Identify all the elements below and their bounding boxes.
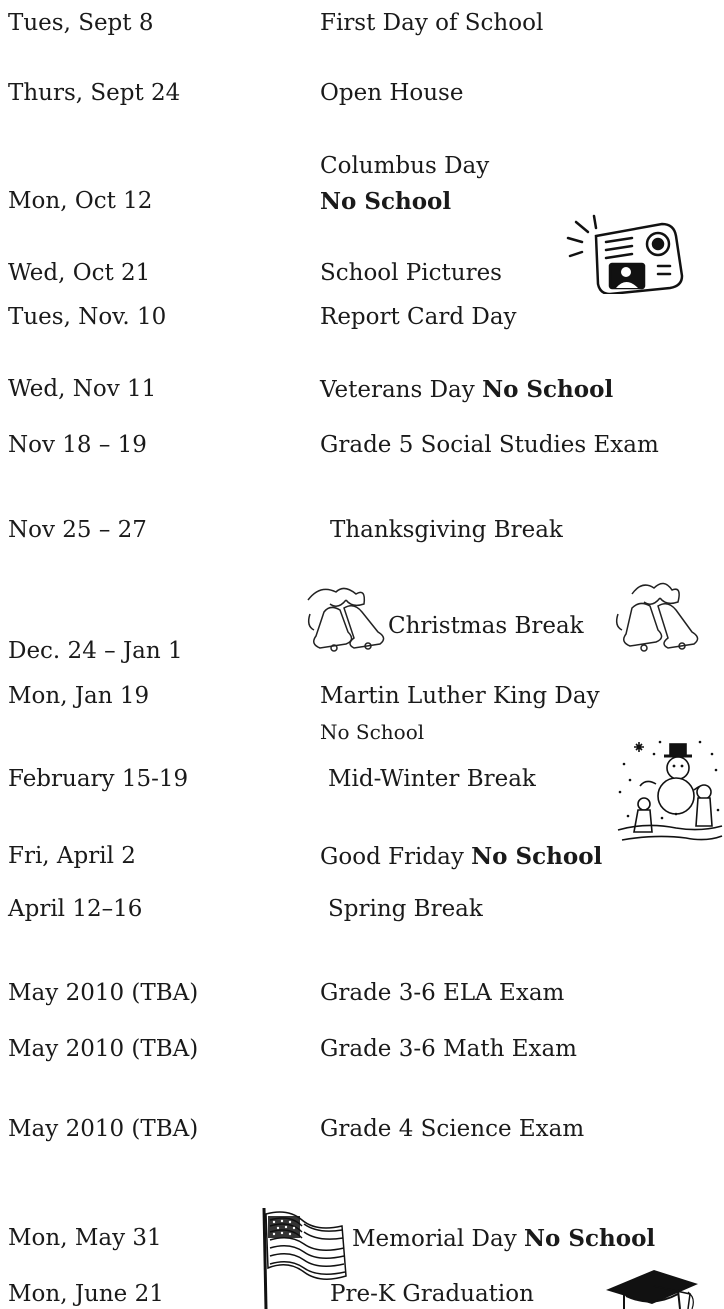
event-name: Martin Luther King Day (320, 683, 600, 709)
event-date: Nov 25 – 27 (8, 517, 147, 543)
event-date: Thurs, Sept 24 (8, 80, 181, 106)
american-flag-icon (258, 1206, 352, 1309)
event-date: Wed, Nov 11 (8, 376, 157, 402)
event-date: Mon, May 31 (8, 1225, 162, 1251)
event-date: April 12–16 (8, 896, 143, 922)
camera-icon (566, 214, 690, 294)
event-name: Memorial Day No School (352, 1225, 656, 1252)
graduation-cap-icon (604, 1266, 700, 1309)
event-name: Columbus Day (320, 153, 490, 179)
event-date: Fri, April 2 (8, 843, 136, 869)
event-date: Mon, Oct 12 (8, 188, 153, 214)
event-name: Veterans Day No School (320, 376, 614, 403)
event-date: Tues, Sept 8 (8, 10, 154, 36)
event-name: Spring Break (328, 896, 483, 922)
event-note: No School (320, 720, 425, 744)
event-date: Mon, June 21 (8, 1281, 164, 1307)
event-name: Grade 5 Social Studies Exam (320, 432, 659, 458)
bells-icon (612, 578, 702, 654)
snowman-icon (616, 734, 724, 844)
event-date: Mon, Jan 19 (8, 683, 150, 709)
event-date: Wed, Oct 21 (8, 260, 151, 286)
event-name: Mid-Winter Break (328, 766, 536, 792)
event-name: Grade 4 Science Exam (320, 1116, 585, 1142)
event-name: Good Friday No School (320, 843, 603, 870)
event-date: Nov 18 – 19 (8, 432, 147, 458)
event-name: School Pictures (320, 260, 502, 286)
event-name: First Day of School (320, 10, 544, 36)
bells-icon (300, 582, 392, 654)
event-name: Thanksgiving Break (330, 517, 563, 543)
event-name: Grade 3-6 ELA Exam (320, 980, 565, 1006)
event-note: No School (320, 188, 452, 215)
event-date: Dec. 24 – Jan 1 (8, 638, 183, 664)
event-date: Tues, Nov. 10 (8, 304, 167, 330)
event-date: February 15-19 (8, 766, 189, 792)
event-name: Pre-K Graduation (330, 1281, 534, 1307)
event-name: Grade 3-6 Math Exam (320, 1036, 577, 1062)
event-name: Open House (320, 80, 464, 106)
event-name: Christmas Break (388, 613, 584, 639)
event-name: Report Card Day (320, 304, 517, 330)
event-date: May 2010 (TBA) (8, 980, 199, 1006)
event-date: May 2010 (TBA) (8, 1116, 199, 1142)
event-date: May 2010 (TBA) (8, 1036, 199, 1062)
